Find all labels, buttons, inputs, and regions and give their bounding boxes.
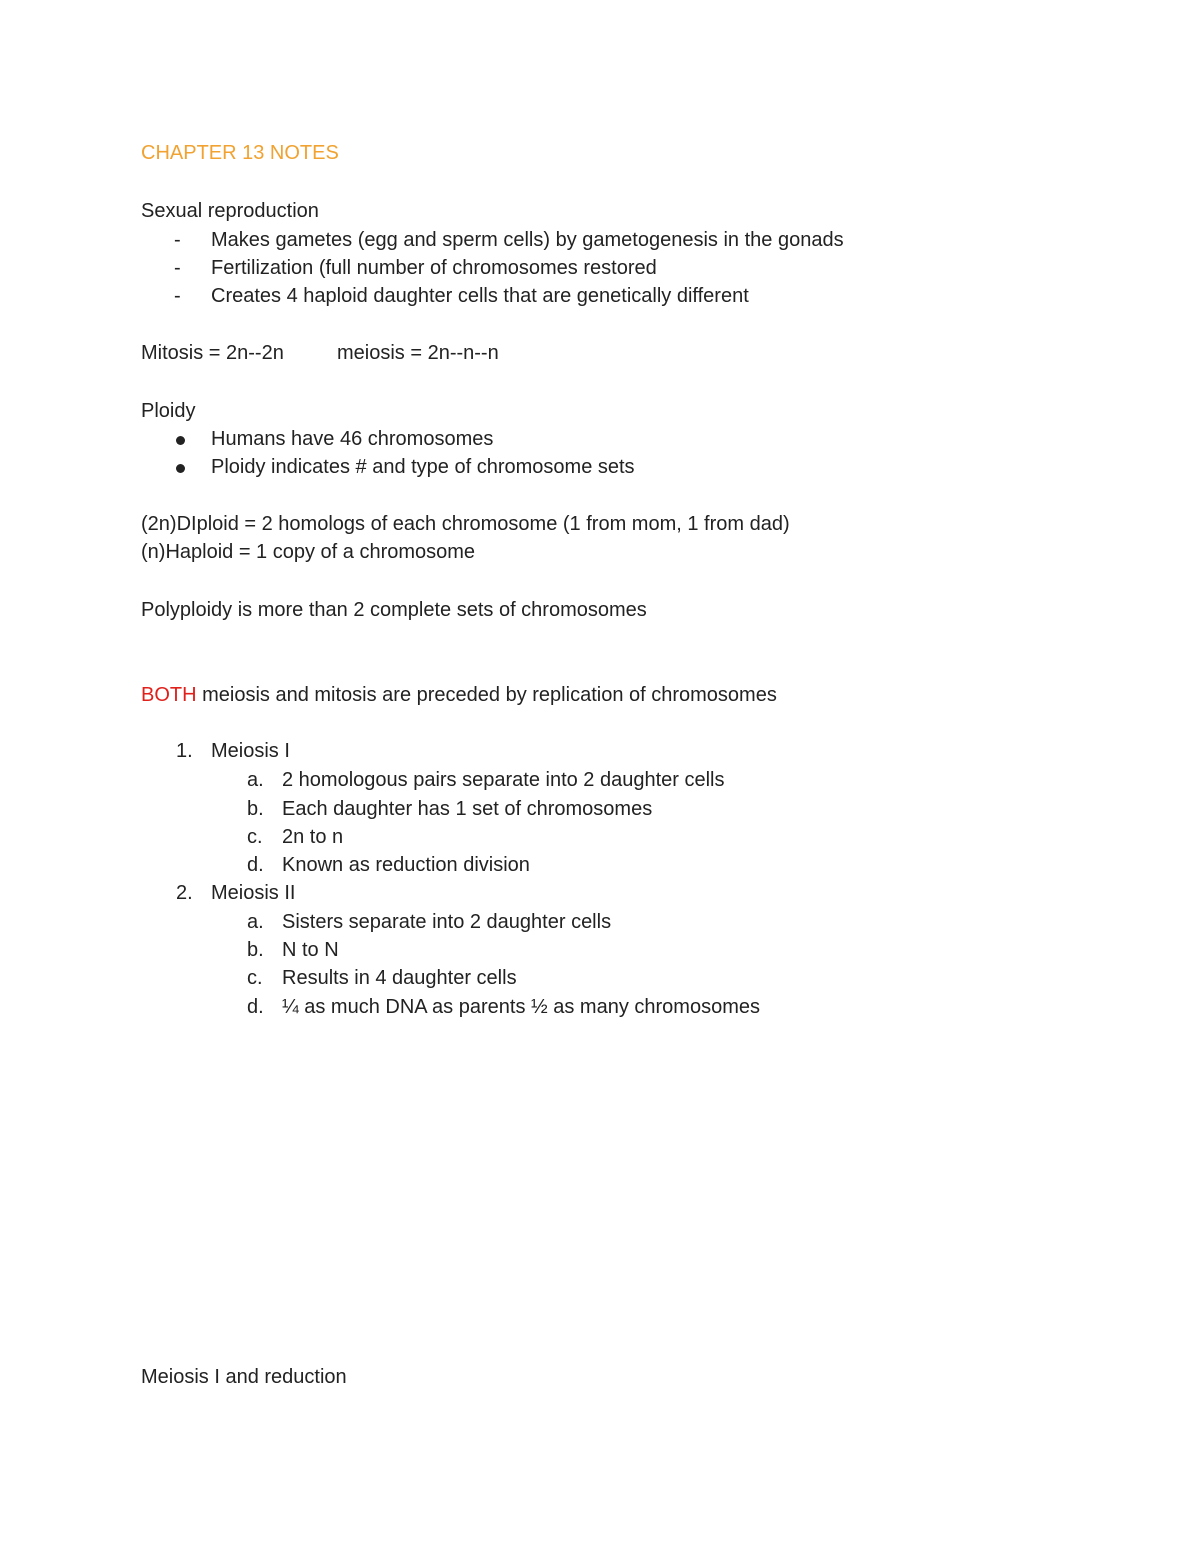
sublist-item: 2 homologous pairs separate into 2 daughter cells (282, 769, 725, 791)
list-item-meiosis-1: Meiosis I (211, 740, 290, 762)
sublist-item: Known as reduction division (282, 854, 530, 876)
sublist-letter: c. (247, 826, 263, 848)
sublist-letter: a. (247, 911, 264, 933)
both-rest: meiosis and mitosis are preceded by replication of chromosomes (196, 684, 777, 706)
sublist-letter: b. (247, 798, 264, 820)
list-number: 2. (176, 882, 193, 904)
bullet-icon (176, 464, 185, 473)
sublist-item: Sisters separate into 2 daughter cells (282, 911, 612, 933)
list-item: Creates 4 haploid daughter cells that are genetically different (211, 285, 749, 307)
list-item-meiosis-2: Meiosis II (211, 882, 296, 904)
section-heading-ploidy: Ploidy (141, 400, 196, 422)
list-item: Fertilization (full number of chromosomes restored (211, 257, 657, 279)
list-item: Ploidy indicates # and type of chromosome sets (211, 456, 635, 478)
list-number: 1. (176, 740, 193, 762)
section-heading-sexual-reproduction: Sexual reproduction (141, 200, 319, 222)
polyploidy-definition: Polyploidy is more than 2 complete sets of chromosomes (141, 599, 647, 621)
sublist-letter: d. (247, 854, 264, 876)
sublist-item: ¼ as much DNA as parents ½ as many chromosomes (282, 996, 760, 1018)
sublist-letter: d. (247, 996, 264, 1018)
sublist-item: N to N (282, 939, 339, 961)
both-statement (141, 683, 777, 707)
dash-marker: - (174, 229, 181, 251)
haploid-definition: (n)Haploid = 1 copy of a chromosome (141, 541, 476, 563)
sublist-letter: a. (247, 769, 264, 791)
list-item: Humans have 46 chromosomes (211, 428, 494, 450)
diploid-definition: (2n)DIploid = 2 homologs of each chromosome (1 from mom, 1 from dad) (141, 513, 790, 535)
list-item: Makes gametes (egg and sperm cells) by gametogenesis in the gonads (211, 229, 844, 251)
sublist-item: Each daughter has 1 set of chromosomes (282, 798, 653, 820)
dash-marker: - (174, 257, 181, 279)
section-heading-meiosis-reduction: Meiosis I and reduction (141, 1366, 347, 1388)
sublist-item: 2n to n (282, 826, 344, 848)
dash-marker: - (174, 285, 181, 307)
meiosis-formula: meiosis = 2n--n--n (337, 342, 499, 364)
sublist-letter: b. (247, 939, 264, 961)
bullet-icon (176, 436, 185, 445)
mitosis-formula: Mitosis = 2n--2n (141, 342, 284, 364)
sublist-item: Results in 4 daughter cells (282, 967, 517, 989)
both-accent-word: BOTH (141, 684, 197, 706)
sublist-letter: c. (247, 967, 263, 989)
page-title: CHAPTER 13 NOTES (141, 142, 339, 164)
